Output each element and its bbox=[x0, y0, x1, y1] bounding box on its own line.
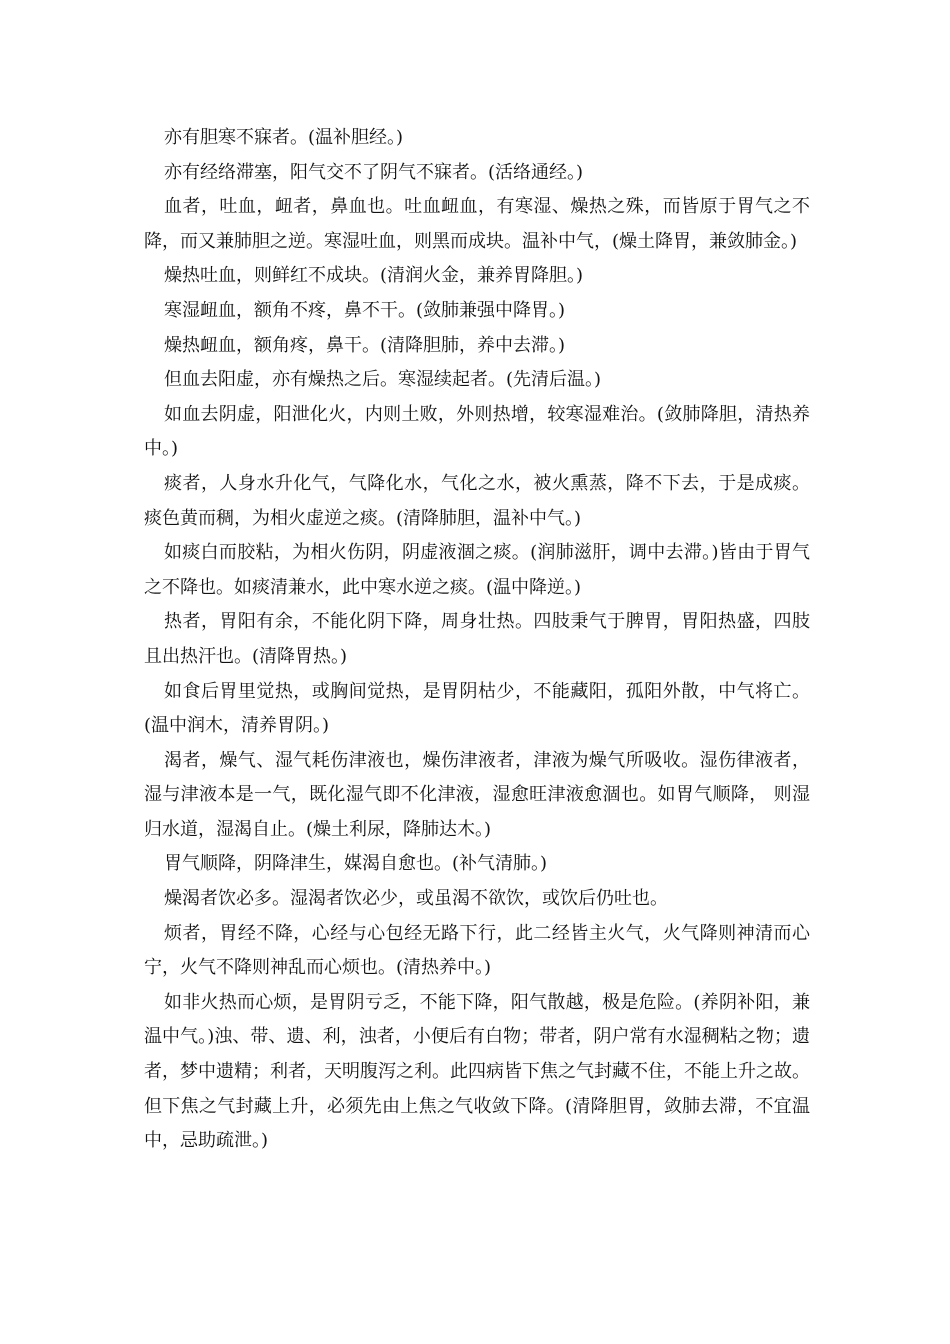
paragraph: 燥渴者饮必多。湿渴者饮必少，或虽渴不欲饮，或饮后仍吐也。 bbox=[164, 888, 668, 910]
paragraph: 热者，胃阳有余，不能化阴下降，周身壮热。四肢秉气于脾胃，胃阳热盛，四肢且出热汗也。(清降胃热。) bbox=[144, 611, 810, 667]
paragraph: 如痰白而胶粘，为相火伤阴，阴虚液涸之痰。(润肺滋肝，调中去滞。)皆由于胃气之不降也。如痰清兼水，此中寒水逆之痰。(温中降逆。) bbox=[144, 542, 810, 598]
paragraph: 如非火热而心烦，是胃阴亏乏，不能下降，阳气散越，极是危险。(养阴补阳，兼温中气。)浊、带、遗、利，浊者，小便后有白物；带者，阴户常有水湿稠粘之物；遗者，梦中遗精；利者，天明腹泻之利。此四病皆下焦之气封藏不住，不能上升之故。但下焦之气封藏上升，必须先由上焦之气收敛下降。(清降胆胃，敛肺去滞，不宜温中，忌助疏泄。) bbox=[144, 991, 810, 1152]
paragraph: 但血去阳虚，亦有燥热之后。寒湿续起者。(先清后温。) bbox=[164, 369, 602, 391]
paragraph: 痰者，人身水升化气，气降化水，气化之水，被火熏蒸，降不下去，于是成痰。痰色黄而稠，为相火虚逆之痰。(清降肺胆，温补中气。) bbox=[144, 472, 810, 529]
paragraph: 如食后胃里觉热，或胸间觉热，是胃阴枯少，不能藏阳，孤阳外散，中气将亡。(温中润木，清养胃阴。) bbox=[144, 680, 810, 737]
paragraph: 血者，吐血，衄者，鼻血也。吐血衄血，有寒湿、燥热之殊，而皆原于胃气之不降，而又兼肺胆之逆。寒湿吐血，则黑而成块。温补中气，(燥土降胃，兼敛肺金。) bbox=[144, 196, 810, 252]
paragraph: 胃气顺降，阴降津生，媒渴自愈也。(补气清肺。) bbox=[164, 853, 548, 875]
paragraph: 燥热吐血，则鲜红不成块。(清润火金，兼养胃降胆。) bbox=[164, 265, 584, 287]
paragraph: 寒湿衄血，额角不疼，鼻不干。(敛肺兼强中降胃。) bbox=[164, 299, 566, 321]
document-page bbox=[144, 121, 810, 1159]
paragraph: 如血去阴虚，阳泄化火，内则土败，外则热增，较寒湿难治。(敛肺降胆，清热养中。) bbox=[144, 403, 810, 460]
paragraph: 燥热衄血，额角疼，鼻干。(清降胆肺，养中去滞。) bbox=[164, 334, 566, 356]
paragraph: 烦者，胃经不降，心经与心包经无路下行，此二经皆主火气，火气降则神清而心宁，火气不降则神乱而心烦也。(清热养中。) bbox=[144, 922, 810, 979]
paragraph: 渴者，燥气、湿气耗伤津液也，燥伤津液者，津液为燥气所吸收。湿伤律液者，湿与津液本是一气，既化湿气即不化津液，湿愈旺津液愈涸也。如胃气顺降， 则湿归水道，湿渴自止。(燥土利尿，降肺达木。) bbox=[144, 749, 810, 840]
paragraph: 亦有胆寒不寐者。(温补胆经。) bbox=[164, 127, 404, 148]
paragraph: 亦有经络滞塞，阳气交不了阴气不寐者。(活络通经。) bbox=[164, 161, 584, 183]
